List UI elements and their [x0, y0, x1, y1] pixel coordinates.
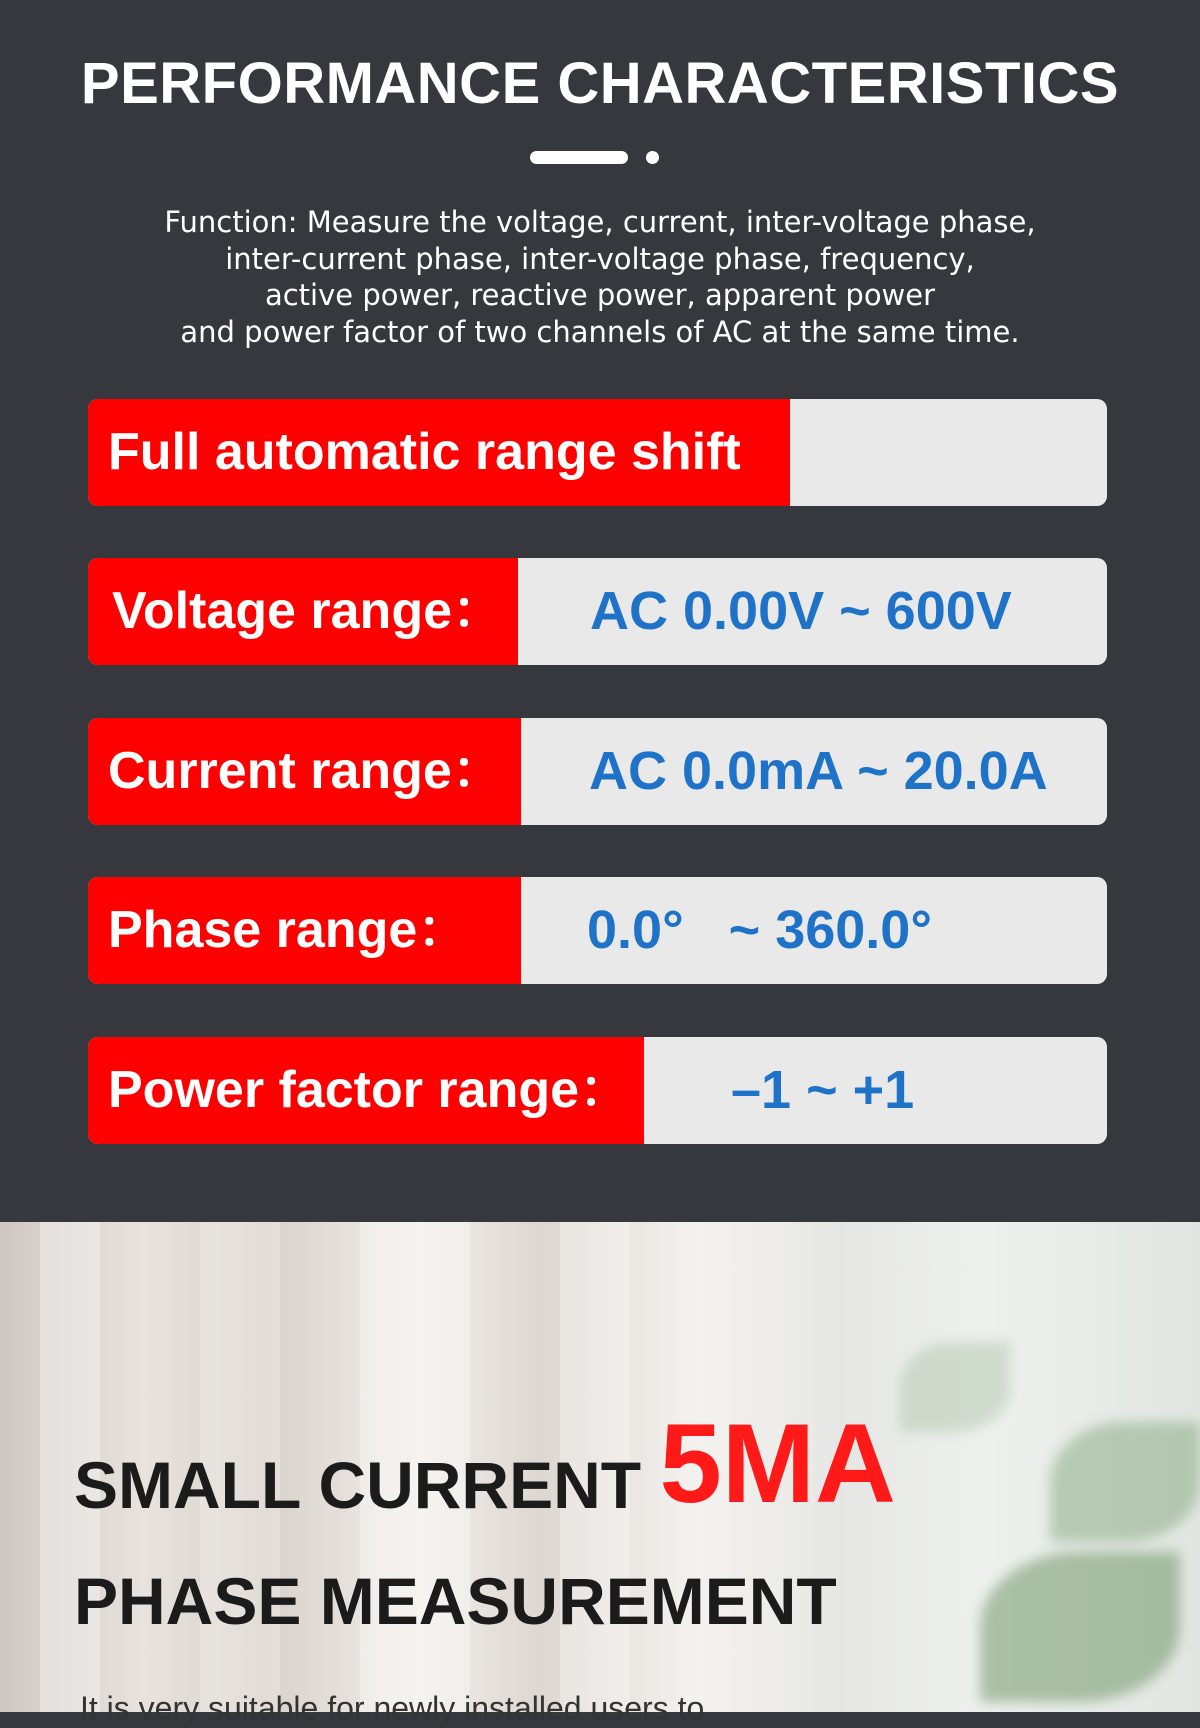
divider-dot [646, 151, 659, 164]
plant-leaf [1050, 1422, 1200, 1542]
spec-label: Voltage range： [88, 558, 518, 665]
promo-heading-line2: PHASE MEASUREMENT [74, 1564, 837, 1638]
spec-label: Full automatic range shift [88, 399, 790, 506]
plant-leaf [900, 1342, 1010, 1432]
description-line: active power, reactive power, apparent power [264, 278, 936, 312]
plant-leaf [980, 1552, 1180, 1702]
spec-row-auto-range [88, 399, 1107, 506]
spec-value: –1 ~ +1 [731, 1060, 915, 1120]
spec-value: AC 0.00V ~ 600V [590, 581, 1012, 641]
description-line: inter-current phase, inter-voltage phase, frequency, [225, 241, 975, 276]
spec-row-phase [88, 877, 1107, 984]
divider-dash [530, 151, 628, 164]
section-title: PERFORMANCE CHARACTERISTICS [80, 51, 1120, 116]
spec-row-power-factor [88, 1037, 1107, 1144]
promo-body-text: It is very suitable for newly installed users to [80, 1690, 705, 1726]
spec-row-current [88, 718, 1107, 825]
spec-value: 0.0° ~ 360.0° [587, 900, 932, 960]
spec-label: Power factor range： [88, 1037, 644, 1144]
promo-heading-line1 [74, 1401, 896, 1535]
spec-label: Current range： [88, 718, 521, 825]
promo-heading-accent: 5MA [659, 1401, 896, 1526]
spec-label: Phase range： [88, 877, 521, 984]
spec-value: AC 0.0mA ~ 20.0A [589, 741, 1048, 801]
description-line: Function: Measure the voltage, current, inter-voltage phase, [164, 205, 1036, 239]
description-line: and power factor of two channels of AC at the same time. [180, 314, 1020, 349]
spec-row-voltage [88, 558, 1107, 665]
function-description [100, 204, 1100, 350]
promo-heading-text: SMALL CURRENT [74, 1448, 660, 1522]
